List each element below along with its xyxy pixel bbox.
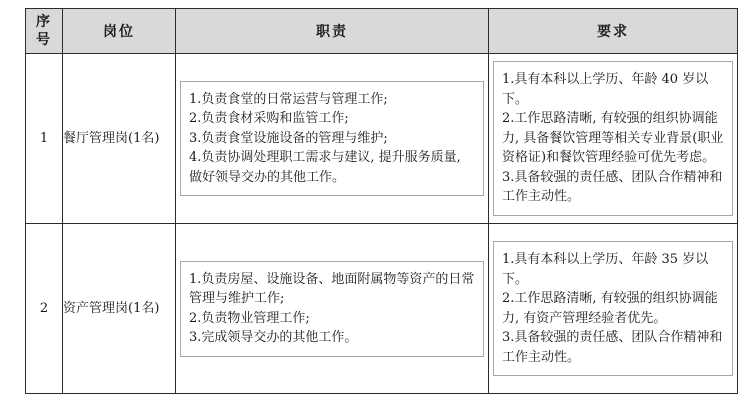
row-duties-cell bbox=[176, 54, 489, 224]
requirement-item: 2.工作思路清晰, 有较强的组织协调能力, 有资产管理经验者优先。 bbox=[502, 291, 718, 326]
duty-item: 1.负责食堂的日常运营与管理工作; bbox=[189, 91, 388, 107]
requirement-item: 1.具有本科以上学历、年龄 40 岁以下。 bbox=[502, 72, 709, 107]
row-position: 餐厅管理岗(1名) bbox=[63, 54, 176, 224]
duty-item: 2.负责食材采购和监管工作; bbox=[189, 111, 349, 127]
duty-item: 2.负责物业管理工作; bbox=[189, 310, 310, 326]
header-seq bbox=[26, 9, 63, 54]
header-duties: 职责 bbox=[176, 9, 489, 54]
job-requirements-table bbox=[25, 8, 738, 394]
header-position: 岗位 bbox=[63, 9, 176, 54]
requirement-item: 1.具有本科以上学历、年龄 35 岁以下。 bbox=[502, 252, 709, 287]
header-requirements: 要求 bbox=[489, 9, 738, 54]
requirements-box bbox=[493, 61, 733, 216]
requirement-item: 2.工作思路清晰, 有较强的组织协调能力, 具备餐饮管理等相关专业背景(职业资格证)和餐饮管理经验可优先考虑。 bbox=[502, 111, 724, 166]
duty-item: 1.负责房屋、设施设备、地面附属物等资产的日常管理与维护工作; bbox=[189, 271, 475, 306]
row-seq: 1 bbox=[26, 54, 63, 224]
duty-item: 3.负责食堂设施设备的管理与维护; bbox=[189, 130, 388, 146]
table-row bbox=[26, 54, 738, 224]
duties-box bbox=[180, 261, 484, 357]
requirement-item: 3.具备较强的责任感、团队合作精神和工作主动性。 bbox=[502, 169, 723, 205]
header-seq-line2: 号 bbox=[36, 32, 52, 48]
row-seq: 2 bbox=[26, 224, 63, 394]
row-requirements-cell bbox=[489, 224, 738, 394]
row-duties-cell bbox=[176, 224, 489, 394]
duties-box bbox=[180, 81, 484, 197]
header-row bbox=[26, 9, 738, 54]
row-requirements-cell bbox=[489, 54, 738, 224]
duty-item: 4.负责协调处理职工需求与建议, 提升服务质量, 做好领导交办的其他工作。 bbox=[189, 150, 461, 185]
table-row bbox=[26, 224, 738, 394]
requirements-box bbox=[493, 241, 733, 376]
header-seq-line1: 序 bbox=[36, 14, 52, 30]
duty-item: 3.完成领导交办的其他工作。 bbox=[189, 330, 358, 345]
row-position: 资产管理岗(1名) bbox=[63, 224, 176, 394]
requirement-item: 3.具备较强的责任感、团队合作精神和工作主动性。 bbox=[502, 330, 723, 365]
